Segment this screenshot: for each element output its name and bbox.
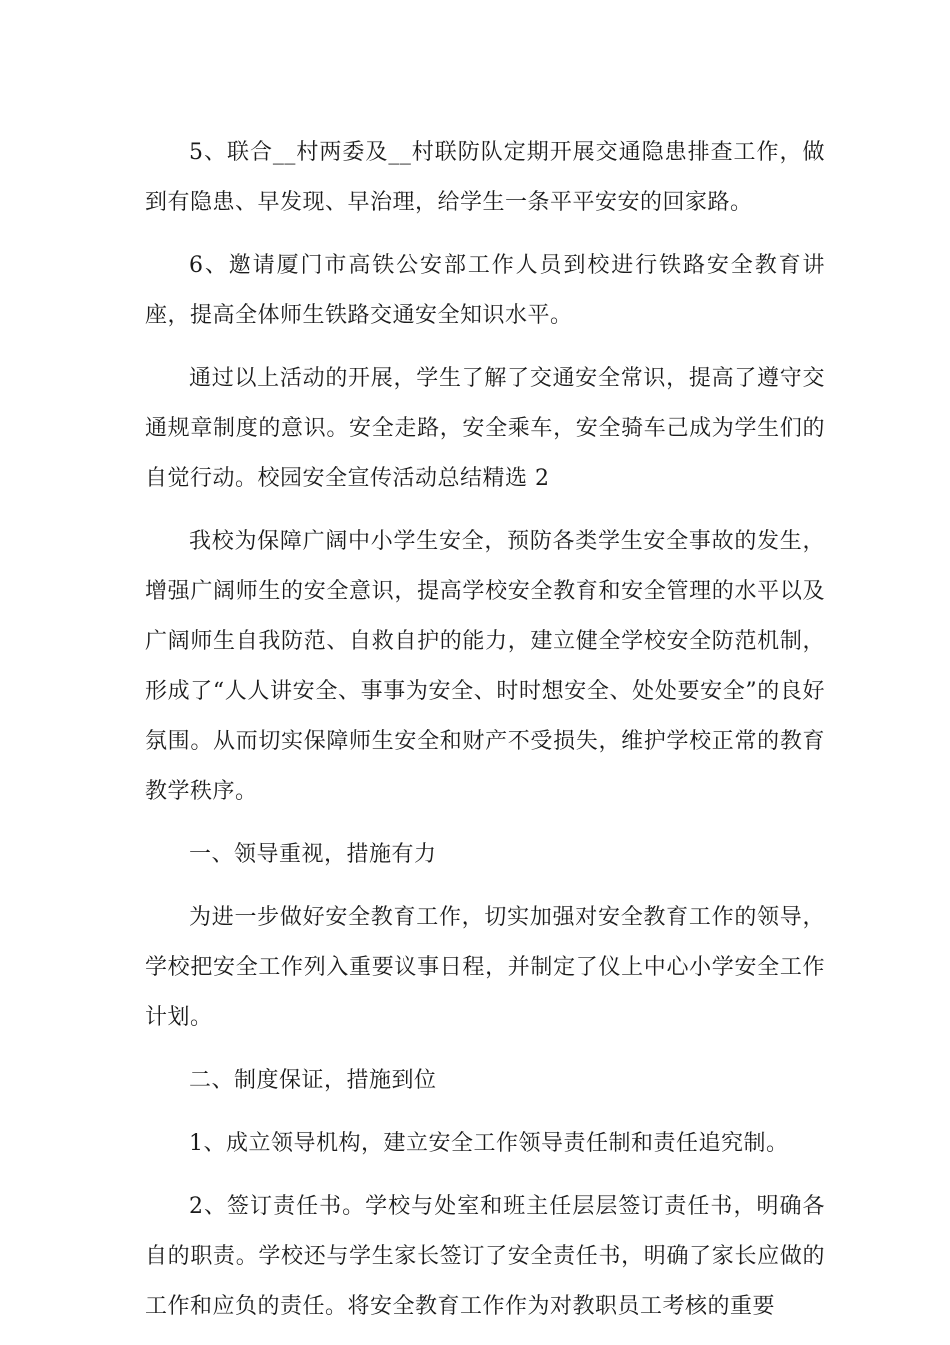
paragraph-item-6: 6、邀请厦门市高铁公安部工作人员到校进行铁路安全教育讲座，提高全体师生铁路交通安全知识水平。 bbox=[145, 253, 825, 328]
section-heading-2: 二、制度保证，措施到位 bbox=[189, 1068, 437, 1093]
paragraph-item-5: 5、联合__村两委及__村联防队定期开展交通隐患排查工作，做到有隐患、早发现、早治理，给学生一条平平安安的回家路。 bbox=[145, 140, 825, 215]
section-heading-1: 一、领导重视，措施有力 bbox=[189, 842, 437, 867]
document-body bbox=[145, 128, 825, 1345]
paragraph-leadership: 为进一步做好安全教育工作，切实加强对安全教育工作的领导，学校把安全工作列入重要议事日程，并制定了仪上中心小学安全工作计划。 bbox=[145, 905, 825, 1030]
paragraph-summary: 通过以上活动的开展，学生了解了交通安全常识，提高了遵守交通规章制度的意识。安全走路，安全乘车，安全骑车己成为学生们的自觉行动。校园安全宣传活动总结精选 2 bbox=[145, 366, 825, 491]
paragraph-intro: 我校为保障广阔中小学生安全，预防各类学生安全事故的发生，增强广阔师生的安全意识，提高学校安全教育和安全管理的水平以及广阔师生自我防范、自救自护的能力，建立健全学校安全防范机制，形成了“人人讲安全、事事为安全、时时想安全、处处要安全”的良好氛围。从而切实保障师生安全和财产不受损失，维护学校正常的教育教学秩序。 bbox=[145, 529, 825, 804]
paragraph-item-2: 2、签订责任书。学校与处室和班主任层层签订责任书，明确各自的职责。学校还与学生家长签订了安全责任书，明确了家长应做的工作和应负的责任。将安全教育工作作为对教职员工考核的重要 bbox=[145, 1194, 825, 1319]
paragraph-item-1: 1、成立领导机构，建立安全工作领导责任制和责任追究制。 bbox=[189, 1131, 789, 1156]
